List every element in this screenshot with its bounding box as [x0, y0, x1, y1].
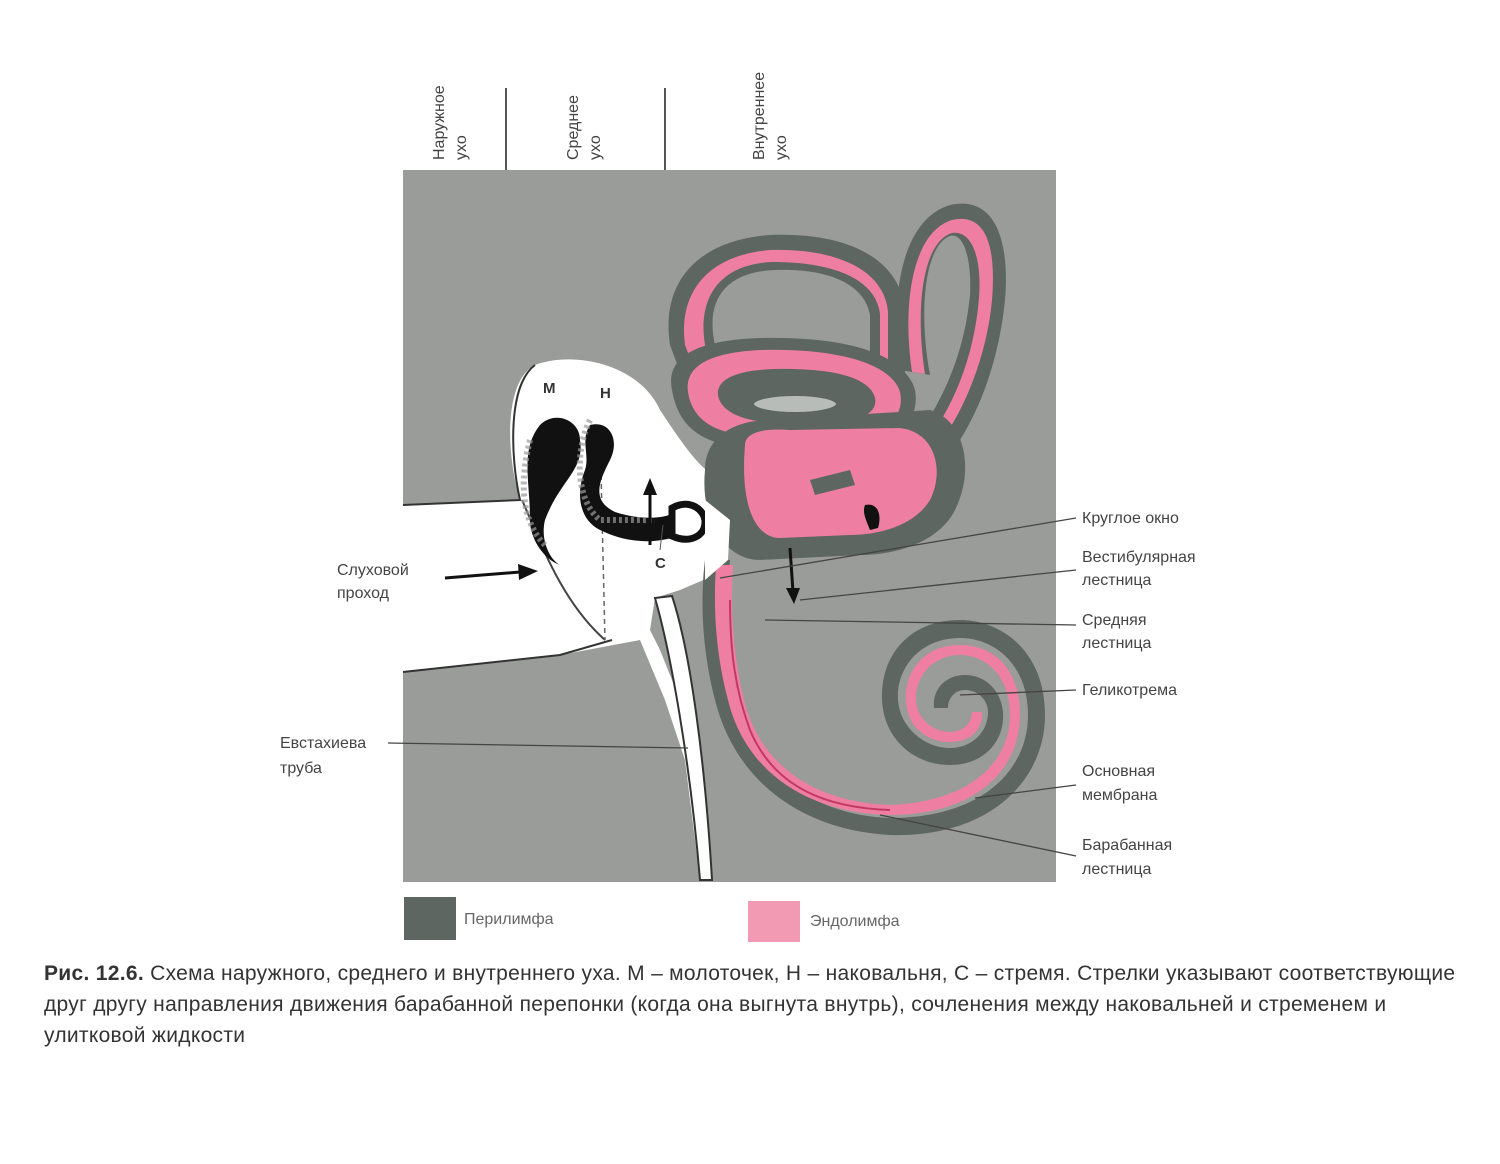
- svg-text:Геликотрема: Геликотрема: [1082, 682, 1177, 699]
- svg-text:Среднее: Среднее: [565, 95, 582, 160]
- svg-text:Слуховой: Слуховой: [337, 562, 409, 579]
- region-label-inner-ear: [751, 72, 790, 160]
- svg-text:Внутреннее: Внутреннее: [751, 71, 768, 160]
- legend-swatch-endolymph: [748, 901, 800, 942]
- label-ear-canal: [337, 562, 409, 602]
- svg-text:труба: труба: [280, 760, 322, 777]
- legend-label-endolymph: Эндолимфа: [810, 913, 900, 930]
- svg-text:ухо: ухо: [453, 135, 470, 160]
- svg-text:Средняя: Средняя: [1082, 612, 1147, 629]
- legend: [404, 897, 900, 942]
- svg-text:лестница: лестница: [1082, 861, 1152, 878]
- incus-label: Н: [600, 385, 611, 402]
- caption-text: Схема наружного, среднего и внутреннего уха. М – молоточек, Н – наковальня, С – стремя. Стрелки указывают соответствующие друг другу направления движения барабанной перепонки (когда она выгнута внутрь), сочленения между наковальней и стременем и улитковой жидкости: [44, 962, 1456, 1047]
- svg-text:ухо: ухо: [773, 135, 790, 160]
- legend-swatch-perilymph: [404, 897, 456, 940]
- region-label-middle-ear: [565, 95, 604, 160]
- stapes: [672, 504, 705, 539]
- svg-text:Барабанная: Барабанная: [1082, 837, 1173, 854]
- svg-text:мембрана: мембрана: [1082, 787, 1158, 804]
- svg-text:проход: проход: [337, 585, 389, 602]
- figure-caption: [44, 958, 1474, 1051]
- svg-text:Основная: Основная: [1082, 763, 1156, 780]
- malleus-label: М: [543, 380, 556, 397]
- region-label-outer-ear: [431, 85, 470, 160]
- svg-text:Наружное: Наружное: [431, 85, 448, 160]
- svg-text:лестница: лестница: [1082, 572, 1152, 589]
- svg-text:Вестибулярная: Вестибулярная: [1082, 549, 1196, 566]
- svg-text:Евстахиева: Евстахиева: [280, 735, 367, 752]
- svg-text:Круглое окно: Круглое окно: [1082, 510, 1179, 527]
- legend-label-perilymph: Перилимфа: [464, 911, 554, 928]
- svg-text:ухо: ухо: [587, 135, 604, 160]
- stapes-label: С: [655, 555, 666, 572]
- svg-text:лестница: лестница: [1082, 635, 1152, 652]
- figure-number: Рис. 12.6.: [44, 962, 144, 985]
